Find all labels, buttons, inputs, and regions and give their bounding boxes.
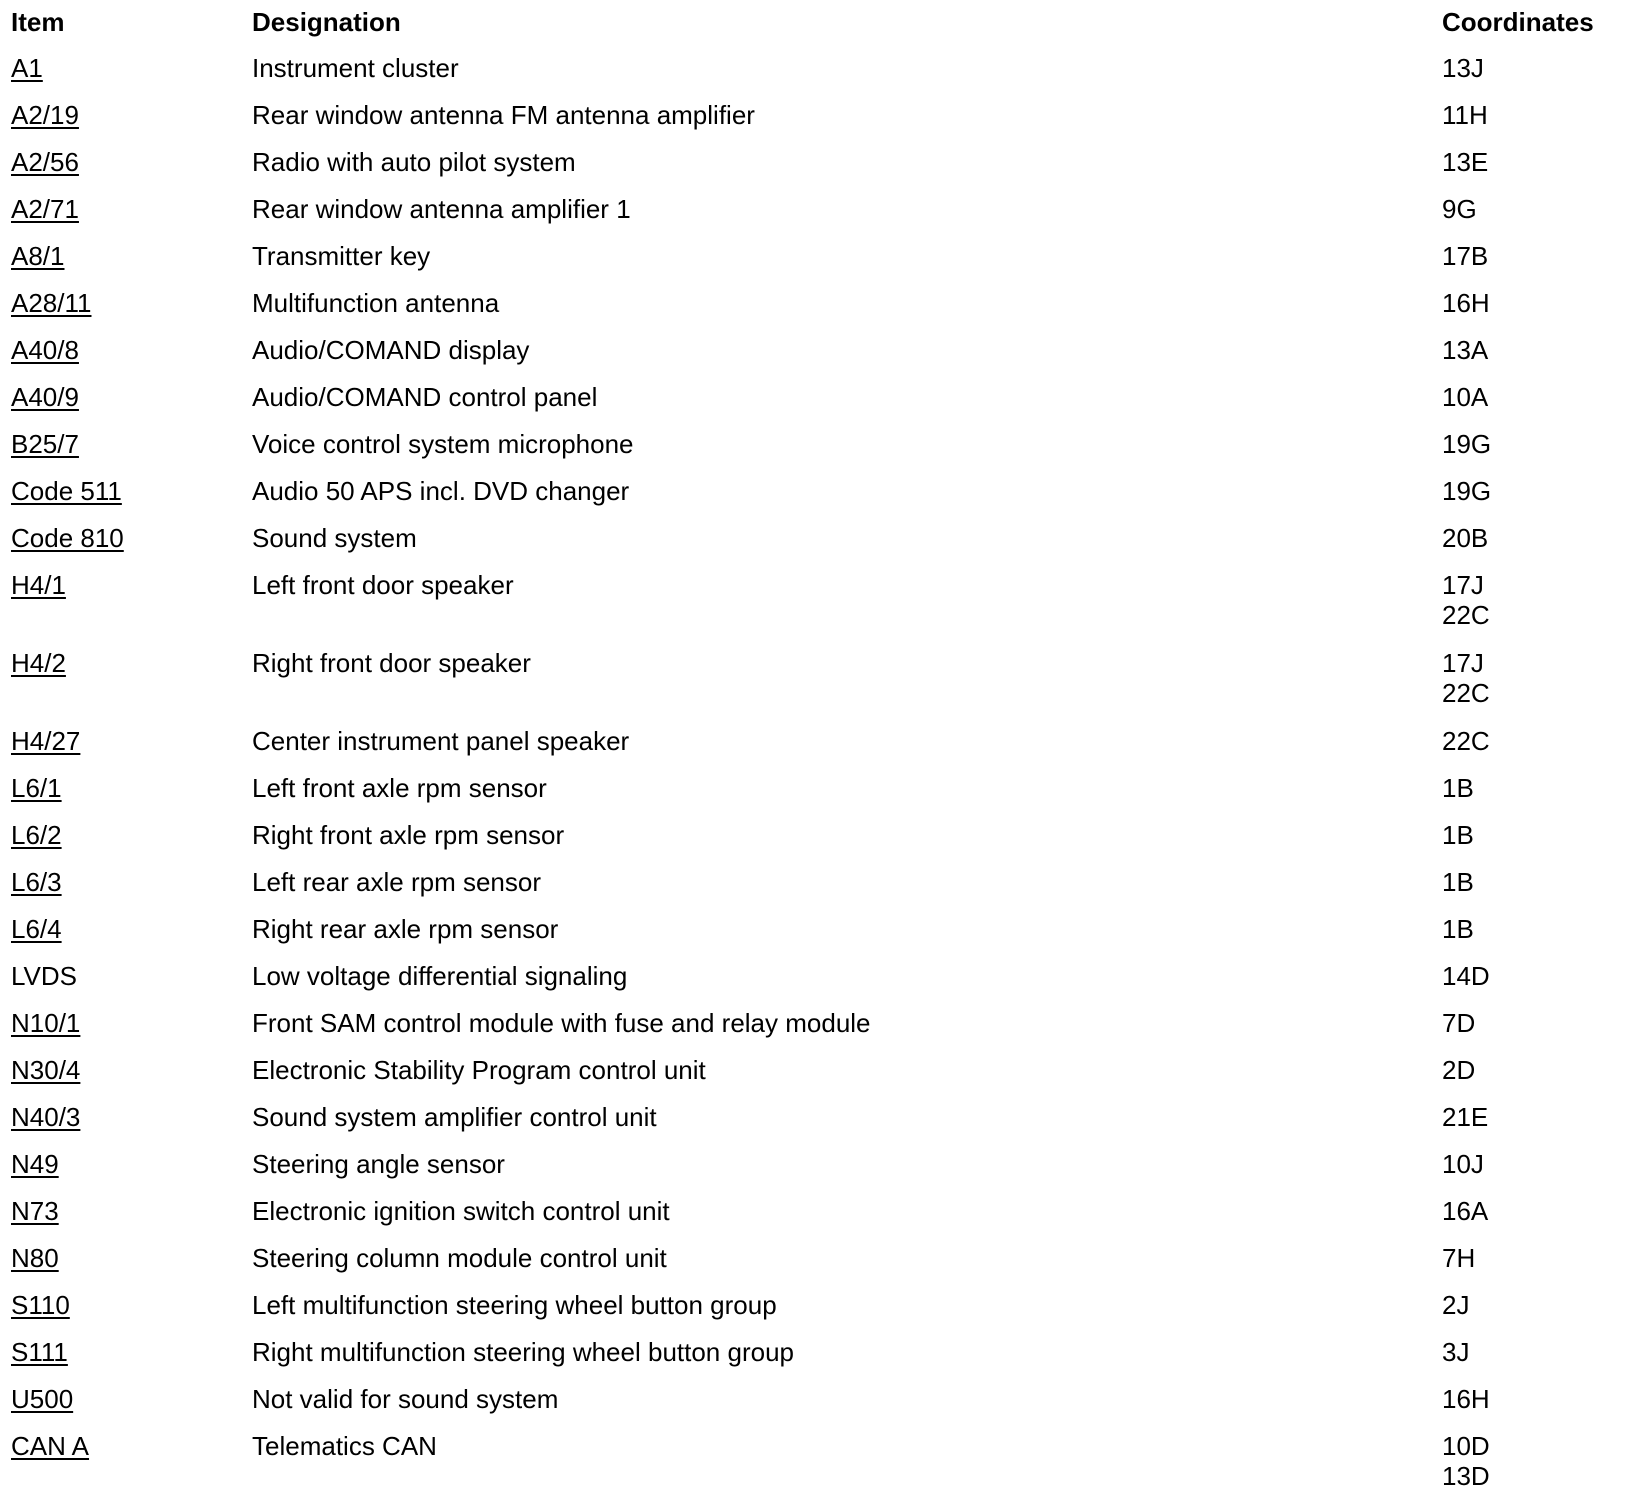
item-link[interactable]: L6/1 — [11, 773, 62, 803]
item-link[interactable]: A8/1 — [11, 241, 65, 271]
coordinates-cell — [1442, 1337, 1469, 1367]
coordinates-cell — [1442, 429, 1491, 459]
item-link[interactable]: N10/1 — [11, 1008, 81, 1038]
designation-cell: Low voltage differential signaling — [252, 961, 628, 991]
coordinate-value: 19G — [1442, 476, 1492, 506]
designation-cell: Left front axle rpm sensor — [252, 773, 547, 803]
designation-cell: Left front door speaker — [252, 570, 514, 600]
item-cell — [0, 1337, 252, 1367]
table-row — [0, 1243, 1632, 1290]
coordinate-value: 2J — [1442, 1290, 1470, 1320]
item-cell — [0, 241, 252, 271]
item-cell — [0, 429, 252, 459]
coordinate-value: 9G — [1442, 194, 1477, 224]
designation-cell: Multifunction antenna — [252, 288, 500, 318]
designation-cell: Center instrument panel speaker — [252, 726, 630, 756]
table-row — [0, 429, 1632, 476]
coordinate-value: 22C — [1442, 600, 1490, 630]
coordinates-cell — [1442, 726, 1490, 756]
designation-cell: Not valid for sound system — [252, 1384, 559, 1414]
designation-cell: Left multifunction steering wheel button group — [252, 1290, 777, 1320]
item-cell — [0, 53, 252, 83]
designation-cell: Electronic ignition switch control unit — [252, 1196, 670, 1226]
table-row — [0, 241, 1632, 288]
item-cell — [0, 1055, 252, 1085]
item-link[interactable]: N40/3 — [11, 1102, 81, 1132]
table-row — [0, 476, 1632, 523]
coordinates-cell — [1442, 914, 1474, 944]
item-link[interactable]: H4/1 — [11, 570, 66, 600]
table-row — [0, 1290, 1632, 1337]
header-coordinates: Coordinates — [1442, 7, 1594, 37]
table-row — [0, 1384, 1632, 1431]
designation-cell: Audio/COMAND control panel — [252, 382, 598, 412]
designation-cell: Rear window antenna amplifier 1 — [252, 194, 631, 224]
coordinates-cell — [1442, 194, 1477, 224]
table-header-row — [0, 7, 1632, 53]
item-cell — [0, 867, 252, 897]
item-cell — [0, 335, 252, 365]
designation-cell: Instrument cluster — [252, 53, 459, 83]
coordinates-cell — [1442, 1290, 1469, 1320]
item-cell — [0, 1384, 252, 1414]
coordinate-value: 16H — [1442, 1384, 1490, 1414]
coordinates-cell — [1442, 648, 1490, 708]
item-cell — [0, 820, 252, 850]
item-cell — [0, 1431, 252, 1461]
item-link[interactable]: Code 810 — [11, 523, 124, 553]
table-row — [0, 100, 1632, 147]
table-row — [0, 288, 1632, 335]
table-row — [0, 1337, 1632, 1384]
item-link[interactable]: L6/3 — [11, 867, 62, 897]
item-cell — [0, 288, 252, 318]
coordinates-cell — [1442, 1243, 1475, 1273]
coordinates-cell — [1442, 147, 1488, 177]
coordinate-value: 11H — [1442, 100, 1488, 130]
item-link[interactable]: S110 — [11, 1290, 70, 1320]
item-link[interactable]: N73 — [11, 1196, 59, 1226]
item-cell — [0, 147, 252, 177]
coordinates-cell — [1442, 335, 1488, 365]
coordinate-value: 1B — [1442, 867, 1474, 897]
designation-cell: Right multifunction steering wheel button group — [252, 1337, 794, 1367]
table-row — [0, 726, 1632, 773]
item-link[interactable]: A2/19 — [11, 100, 79, 130]
coordinate-value: 1B — [1442, 820, 1474, 850]
coordinates-cell — [1442, 1149, 1484, 1179]
table-row — [0, 867, 1632, 914]
item-link[interactable]: B25/7 — [11, 429, 79, 459]
item-cell — [0, 1102, 252, 1132]
designation-cell: Telematics CAN — [252, 1431, 437, 1461]
table-row — [0, 1431, 1632, 1509]
item-link[interactable]: N80 — [11, 1243, 59, 1273]
item-link[interactable]: N30/4 — [11, 1055, 81, 1085]
item-cell — [0, 1196, 252, 1226]
designation-cell: Right rear axle rpm sensor — [252, 914, 559, 944]
designation-cell: Electronic Stability Program control unit — [252, 1055, 706, 1085]
coordinates-cell — [1442, 382, 1488, 412]
coordinate-value: 16H — [1442, 288, 1490, 318]
item-cell — [0, 1290, 252, 1320]
item-cell — [0, 726, 252, 756]
table-row — [0, 914, 1632, 961]
coordinate-value: 17J — [1442, 570, 1484, 600]
item-cell — [0, 570, 252, 600]
table-row — [0, 570, 1632, 648]
table-row — [0, 523, 1632, 570]
coordinate-value: 21E — [1442, 1102, 1489, 1132]
coordinates-cell — [1442, 476, 1491, 506]
coordinate-value: 22C — [1442, 678, 1490, 708]
designation-cell: Transmitter key — [252, 241, 431, 271]
coordinates-cell — [1442, 1008, 1475, 1038]
coordinates-cell — [1442, 1102, 1488, 1132]
item-cell — [0, 648, 252, 678]
header-designation: Designation — [252, 7, 401, 37]
designation-cell: Sound system — [252, 523, 417, 553]
table-row — [0, 1196, 1632, 1243]
designation-cell: Left rear axle rpm sensor — [252, 867, 542, 897]
designation-cell: Audio/COMAND display — [252, 335, 530, 365]
item-link[interactable]: A40/8 — [11, 335, 79, 365]
item-link[interactable]: A28/11 — [11, 288, 92, 318]
designation-cell: Radio with auto pilot system — [252, 147, 576, 177]
designation-cell: Voice control system microphone — [252, 429, 634, 459]
coordinate-value: 13A — [1442, 335, 1489, 365]
coordinate-value: 19G — [1442, 429, 1492, 459]
coordinates-cell — [1442, 523, 1488, 553]
item-link[interactable]: A2/71 — [11, 194, 79, 224]
item-cell — [0, 476, 252, 506]
coordinate-value: 22C — [1442, 726, 1490, 756]
coordinate-value: 17B — [1442, 241, 1489, 271]
item-link[interactable]: N49 — [11, 1149, 59, 1179]
designation-cell: Steering column module control unit — [252, 1243, 667, 1273]
header-item: Item — [11, 7, 65, 37]
coordinate-value: 14D — [1442, 961, 1490, 991]
table-row — [0, 1102, 1632, 1149]
coordinates-cell — [1442, 1196, 1488, 1226]
coordinate-value: 10A — [1442, 382, 1489, 412]
table-row — [0, 147, 1632, 194]
coordinates-cell — [1442, 820, 1474, 850]
item-link[interactable]: A40/9 — [11, 382, 79, 412]
designation-cell: Audio 50 APS incl. DVD changer — [252, 476, 630, 506]
item-cell — [0, 914, 252, 944]
item-link[interactable]: CAN A — [11, 1431, 90, 1461]
coordinate-value: 20B — [1442, 523, 1489, 553]
table-row — [0, 648, 1632, 726]
item-cell — [0, 773, 252, 803]
coordinate-value: 10J — [1442, 1149, 1484, 1179]
item-cell — [0, 1149, 252, 1179]
designation-cell: Steering angle sensor — [252, 1149, 505, 1179]
coordinate-value: 13J — [1442, 53, 1484, 83]
coordinate-value: 3J — [1442, 1337, 1470, 1367]
coordinate-value: 1B — [1442, 914, 1474, 944]
table-row — [0, 1008, 1632, 1055]
coordinates-cell — [1442, 867, 1474, 897]
item-link[interactable]: U500 — [11, 1384, 74, 1414]
item-cell — [0, 194, 252, 224]
coordinate-value: 2D — [1442, 1055, 1476, 1085]
table-row — [0, 53, 1632, 100]
table-row — [0, 961, 1632, 1008]
item-cell — [0, 961, 252, 991]
coordinates-cell — [1442, 100, 1488, 130]
item-cell — [0, 100, 252, 130]
table-row — [0, 820, 1632, 867]
designation-cell: Rear window antenna FM antenna amplifier — [252, 100, 755, 130]
coordinates-cell — [1442, 1384, 1490, 1414]
coordinate-value: 1B — [1442, 773, 1474, 803]
item-cell — [0, 1243, 252, 1273]
coordinate-value: 7D — [1442, 1008, 1476, 1038]
coordinate-value: 13E — [1442, 147, 1489, 177]
coordinates-cell — [1442, 1055, 1475, 1085]
table-row — [0, 194, 1632, 241]
item-link[interactable]: H4/27 — [11, 726, 81, 756]
designation-cell: Right front axle rpm sensor — [252, 820, 565, 850]
table-row — [0, 335, 1632, 382]
item-cell — [0, 1008, 252, 1038]
table-row — [0, 382, 1632, 429]
coordinates-cell — [1442, 241, 1488, 271]
coordinates-cell — [1442, 288, 1490, 318]
item-link[interactable]: H4/2 — [11, 648, 66, 678]
table-body — [0, 53, 1632, 1509]
item-link[interactable]: A1 — [11, 53, 43, 83]
table-row — [0, 1055, 1632, 1102]
coordinate-value: 7H — [1442, 1243, 1476, 1273]
item-cell — [0, 523, 252, 553]
item-link[interactable]: S111 — [11, 1337, 68, 1367]
coordinates-cell — [1442, 773, 1474, 803]
item-link[interactable]: L6/2 — [11, 820, 62, 850]
table-row — [0, 1149, 1632, 1196]
item-link[interactable]: L6/4 — [11, 914, 62, 944]
item-link[interactable]: A2/56 — [11, 147, 79, 177]
item-cell — [0, 382, 252, 412]
table-row — [0, 773, 1632, 820]
designation-cell: Sound system amplifier control unit — [252, 1102, 657, 1132]
designation-cell: Right front door speaker — [252, 648, 531, 678]
coordinate-value: 17J — [1442, 648, 1484, 678]
coordinate-value: 13D — [1442, 1461, 1490, 1491]
coordinates-cell — [1442, 961, 1490, 991]
coordinates-cell — [1442, 570, 1490, 630]
designation-cell: Front SAM control module with fuse and relay module — [252, 1008, 871, 1038]
coordinates-cell — [1442, 1431, 1490, 1491]
item-label: LVDS — [11, 961, 77, 991]
coordinate-value: 10D — [1442, 1431, 1490, 1461]
coordinates-cell — [1442, 53, 1484, 83]
item-link[interactable]: Code 511 — [11, 476, 122, 506]
coordinate-value: 16A — [1442, 1196, 1489, 1226]
